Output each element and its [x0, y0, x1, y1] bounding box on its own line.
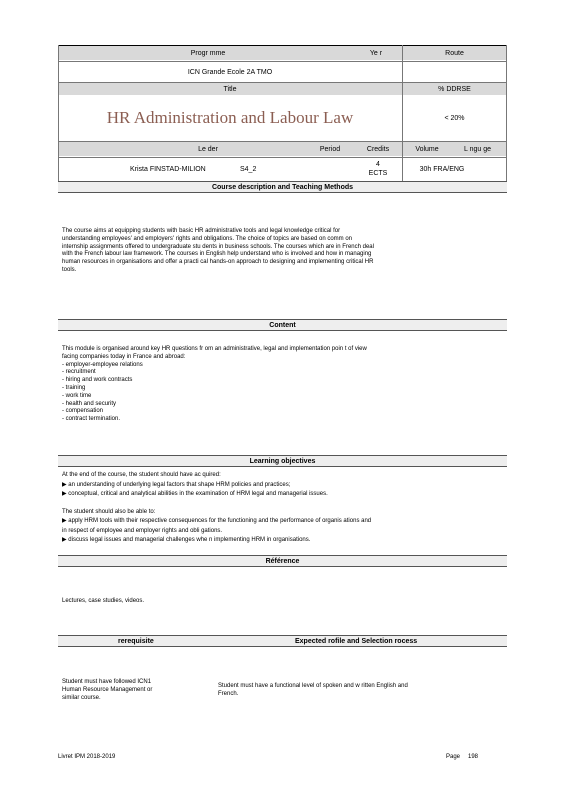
objectives-item: ▶ an understanding of underlying legal factors that shape HRM policies and practices;: [62, 481, 291, 488]
description-text: [62, 228, 498, 275]
footer-page-label: Page: [446, 754, 461, 760]
content-heading: Content: [58, 319, 507, 331]
table-row-line-2: [58, 82, 507, 83]
prerequisite-line: Human Resource Management or: [62, 687, 153, 693]
dd-value: < 20%: [444, 114, 465, 122]
objectives-item: ▶ conceptual, critical and analytical abilities in the examination of HRM legal and managerial issues.: [62, 491, 328, 497]
content-item: - work time: [62, 392, 92, 399]
prerequisite-heading: rerequisite: [118, 637, 154, 645]
content-text: [62, 346, 498, 424]
route-label: Route: [445, 49, 464, 57]
reference-heading: Référence: [58, 555, 507, 567]
objectives-item: ▶ apply HRM tools with their respective consequences for the functioning and the performance of organis ations and: [62, 518, 372, 524]
course-title: HR Administration and Labour Law: [106, 108, 354, 127]
description-line: internship assignments offered to undergraduate stu dents in business schools. The courses which are in French deal: [62, 243, 374, 250]
expected-heading: Expected rofile and Selection rocess: [295, 637, 418, 645]
language-label: L ngu ge: [464, 145, 491, 153]
description-line: tools.: [62, 266, 77, 273]
objectives-item: ▶ discuss legal issues and managerial challenges whe n implementing HRM in organisations.: [62, 537, 311, 543]
table-row-line-4: [58, 157, 507, 158]
expected-line: Student must have a functional level of spoken and w ritten English and: [218, 683, 408, 689]
volume-language-value: 30h FRA/ENG: [419, 165, 465, 173]
content-item: - recruitment: [62, 369, 96, 376]
objectives-text: [62, 471, 498, 546]
table-row-line-1: [58, 61, 507, 62]
content-item: - health and security: [62, 400, 117, 407]
prerequisite-line: similar course.: [62, 695, 101, 701]
reference-text: Lectures, case studies, videos.: [62, 598, 145, 604]
year-label: Ye r: [369, 49, 383, 57]
table-border-top: [58, 45, 507, 46]
objectives-intro-2: The student should also be able to:: [62, 508, 156, 515]
credits-value: 4: [376, 161, 380, 168]
description-heading: Course description and Teaching Methods: [58, 181, 507, 193]
period-value: S4_2: [240, 165, 257, 173]
footer-left: Livret IPM 2018-2019: [58, 754, 116, 760]
leader-label: Le der: [198, 145, 218, 153]
footer-page-number: 198: [468, 754, 479, 760]
description-line: understanding employees' and employers' rights and obligations. The choice of topics are based on comm on: [62, 235, 353, 242]
description-line: with the French labour law framework. The courses in English help understand who is involved and how in managing: [62, 251, 372, 258]
objectives-intro: At the end of the course, the student should have ac quired:: [62, 472, 221, 478]
content-item: - compensation: [62, 408, 104, 415]
table-col-divider: [402, 45, 403, 181]
volume-label: Volume: [415, 145, 439, 153]
leader-value: Krista FINSTAD-MILION: [130, 165, 206, 173]
content-intro-line: This module is organised around key HR questions fr om an administrative, legal and implementation poin t of view: [62, 346, 367, 352]
content-item: - employer-employee relations: [62, 361, 143, 368]
objectives-heading: Learning objectives: [58, 455, 507, 467]
content-item: - contract termination.: [62, 416, 121, 423]
program-label: Progr mme: [190, 49, 226, 57]
expected-text: [218, 682, 498, 698]
description-line: human resources in organisations and offer a practi cal hands-on approach to designing and implementing critical HR: [62, 259, 374, 266]
table-border-left: [58, 45, 59, 181]
content-intro-line: facing companies today in France and abroad:: [62, 353, 186, 360]
title-label: Title: [223, 85, 237, 93]
content-item: - hiring and work contracts: [62, 377, 133, 384]
objectives-item: in respect of employee and employer rights and obli gations.: [62, 527, 223, 534]
description-line: The course aims at equipping students with basic HR administrative tools and legal knowledge critical for: [62, 228, 341, 234]
credits-label: Credits: [366, 145, 390, 153]
prerequisite-text: [62, 678, 202, 702]
period-label: Period: [319, 145, 341, 153]
prerequisite-line: Student must have followed ICN1: [62, 679, 152, 685]
dd-label: % DDRSE: [438, 85, 471, 93]
table-row-line-3: [58, 141, 507, 142]
program-value: ICN Grande Ecole 2A TMO: [187, 68, 273, 76]
expected-line: French.: [218, 691, 239, 697]
credits-cell: [358, 158, 398, 180]
credits-unit: ECTS: [368, 170, 388, 177]
table-border-right: [506, 45, 507, 181]
content-item: - training: [62, 384, 86, 391]
